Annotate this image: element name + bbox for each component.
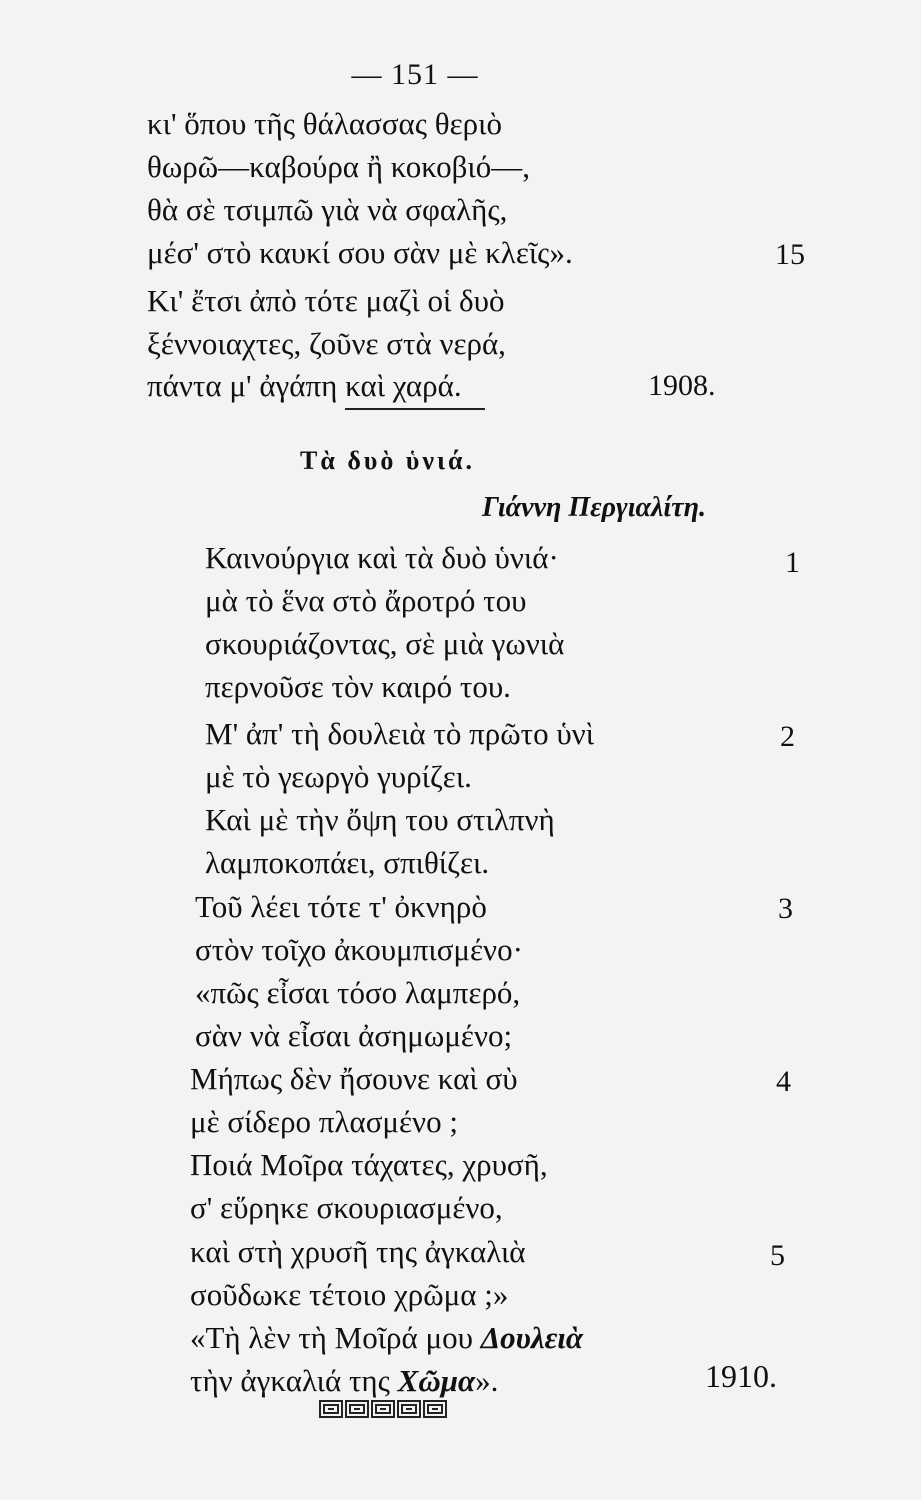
- line-number: 15: [775, 238, 805, 271]
- line-text: «Τὴ λὲν τὴ Μοῖρά μου: [190, 1320, 481, 1355]
- poem-line: πάντα μ' ἀγάπη καὶ χαρά.: [147, 368, 462, 403]
- poem-line: Τοῦ λέει τότε τ' ὀκνηρὸ: [195, 889, 487, 924]
- line-text: τὴν ἀγκαλιά της: [190, 1363, 398, 1398]
- emphasized-word: Δουλειὰ: [480, 1320, 584, 1355]
- poem-year: 1908.: [648, 369, 716, 402]
- line-text: ».: [475, 1363, 499, 1398]
- poem-line: Κι' ἔτσι ἀπὸ τότε μαζὶ οἱ δυὸ: [147, 283, 505, 318]
- stanza-number: 5: [770, 1239, 785, 1272]
- poem-line: Μήπως δὲν ἤσουνε καὶ σὺ: [190, 1061, 518, 1096]
- poem-line: θὰ σὲ τσιμπῶ γιὰ νὰ σφαλῆς,: [147, 192, 508, 227]
- section-divider: [345, 408, 485, 410]
- poem-line: σ' εὕρηκε σκουριασμένο,: [190, 1190, 503, 1225]
- poem-line: ξέννοιαχτες, ζοῦνε στὰ νερά,: [147, 326, 506, 361]
- emphasized-word: Χῶμα: [397, 1363, 476, 1398]
- stanza-number: 3: [778, 892, 793, 925]
- page-number: — 151 —: [351, 58, 479, 91]
- stanza-number: 4: [776, 1065, 791, 1098]
- poem-line: καὶ στὴ χρυσῆ της ἀγκαλιὰ: [190, 1234, 526, 1269]
- poem-dedication: Γιάννη Περγιαλίτη.: [482, 492, 706, 523]
- poem-line: [190, 1365, 498, 1396]
- poem-line: [190, 1322, 583, 1353]
- poem-line: μὲ σίδερο πλασμένο ;: [190, 1104, 458, 1139]
- poem-line: θωρῶ—καβούρα ἢ κοκοβιό—,: [147, 149, 531, 184]
- poem-year: 1910.: [705, 1358, 777, 1394]
- printers-ornament: [318, 1398, 448, 1420]
- stanza-number: 2: [780, 720, 795, 753]
- poem-line: Μ' ἀπ' τὴ δουλειὰ τὸ πρῶτο ὑνὶ: [205, 716, 595, 751]
- poem-line: κι' ὅπου τῆς θάλασσας θεριὸ: [147, 106, 502, 141]
- poem-line: Καὶ μὲ τὴν ὄψη του στιλπνὴ: [205, 802, 555, 837]
- poem-line: μέσ' στὸ καυκί σου σὰν μὲ κλεῖς».: [147, 235, 573, 270]
- poem-line: περνοῦσε τὸν καιρό του.: [205, 669, 511, 704]
- poem-line: σὰν νὰ εἶσαι ἀσημωμένο;: [195, 1018, 513, 1053]
- poem-title: Τὰ δυὸ ὑνιά.: [300, 446, 476, 475]
- poem-line: στὸν τοῖχο ἀκουμπισμένο·: [195, 932, 523, 967]
- poem-line: Ποιά Μοῖρα τάχατες, χρυσῆ,: [190, 1147, 548, 1182]
- poem-line: «πῶς εἶσαι τόσο λαμπερό,: [195, 975, 521, 1010]
- poem-line: Καινούργια καὶ τὰ δυὸ ὑνιά·: [205, 540, 559, 575]
- poem-line: λαμποκοπάει, σπιθίζει.: [205, 845, 490, 880]
- poem-line: μὰ τὸ ἕνα στὸ ἄροτρό του: [205, 583, 527, 618]
- poem-line: σκουριάζοντας, σὲ μιὰ γωνιὰ: [205, 626, 565, 661]
- poem-line: μὲ τὸ γεωργὸ γυρίζει.: [205, 759, 472, 794]
- poem-line: σοῦδωκε τέτοιο χρῶμα ;»: [190, 1277, 509, 1312]
- stanza-number: 1: [785, 546, 800, 579]
